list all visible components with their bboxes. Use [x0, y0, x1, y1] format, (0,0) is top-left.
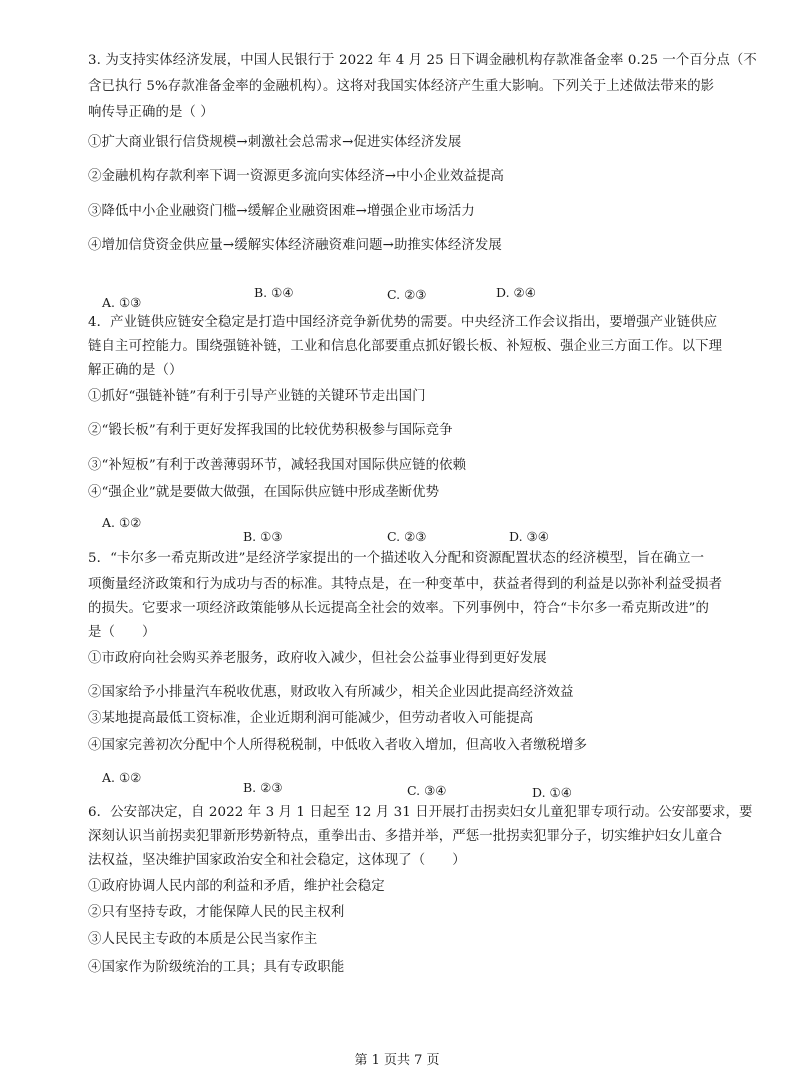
- q5-item-1: ①市政府向社会购买养老服务，政府收入减少，但社会公益事业得到更好发展: [88, 651, 547, 666]
- q5-stem-line-3: 的损失。它要求一项经济政策能够从长远提高全社会的效率。下列事例中，符合“卡尔多一希克斯改进”的: [88, 601, 709, 616]
- q3-option-d: D. ②④: [496, 285, 536, 300]
- q4-item-2: ②“锻长板”有利于更好发挥我国的比较优势积极参与国际竞争: [88, 423, 453, 438]
- q6-item-3: ③人民民主专政的本质是公民当家作主: [88, 932, 318, 947]
- q4-stem-line-1: 4．产业链供应链安全稳定是打造中国经济竞争新优势的需要。中央经济工作会议指出，要增强产业链供应: [88, 315, 718, 330]
- q3-stem-line-3: 响传导正确的是（ ）: [88, 105, 214, 120]
- q3-stem-line-2: 含已执行 5%存款准备金率的金融机构）。这将对我国实体经济产生重大影响。下列关于上述做法带来的影: [88, 79, 715, 94]
- q6-stem-line-1: 6．公安部决定，自 2022 年 3 月 1 日起至 12 月 31 日开展打击拐卖妇女儿童犯罪专项行动。公安部要求，要: [88, 805, 753, 820]
- q4-item-3: ③“补短板”有利于改善薄弱环节，减轻我国对国际供应链的依赖: [88, 458, 467, 473]
- q5-option-d: D. ①④: [532, 785, 572, 800]
- q4-option-b: B. ①③: [243, 529, 283, 544]
- q3-option-c: C. ②③: [387, 287, 427, 302]
- q4-item-1: ①抓好“强链补链”有利于引导产业链的关键环节走出国门: [88, 389, 426, 404]
- q4-option-c: C. ②③: [387, 529, 427, 544]
- q6-item-1: ①政府协调人民内部的利益和矛盾，维护社会稳定: [88, 879, 385, 894]
- q6-item-4: ④国家作为阶级统治的工具；具有专政职能: [88, 960, 345, 975]
- q4-option-d: D. ③④: [509, 529, 549, 544]
- q5-item-3: ③某地提高最低工资标准，企业近期利润可能减少，但劳动者收入可能提高: [88, 711, 534, 726]
- q3-stem-line-1: 3. 为支持实体经济发展，中国人民银行于 2022 年 4 月 25 日下调金融机构存款准备金率 0.25 一个百分点（不: [88, 53, 757, 68]
- q5-stem-line-4: 是（ ）: [88, 625, 156, 640]
- q6-stem-line-2: 深刻认识当前拐卖犯罪新形势新特点，重拳出击、多措并举，严惩一批拐卖犯罪分子，切实维护妇女儿童合: [88, 829, 723, 844]
- q6-stem-line-3: 法权益，坚决维护国家政治安全和社会稳定，这体现了（ ）: [88, 853, 466, 868]
- q3-item-4: ④增加信贷资金供应量→缓解实体经济融资难问题→助推实体经济发展: [88, 238, 502, 253]
- q5-option-c: C. ③④: [407, 783, 447, 798]
- q3-option-a: A. ①③: [102, 295, 142, 310]
- q3-item-3: ③降低中小企业融资门槛→缓解企业融资困难→增强企业市场活力: [88, 204, 475, 219]
- q5-stem-line-1: 5．“卡尔多一希克斯改进”是经济学家提出的一个描述收入分配和资源配置状态的经济模型，旨在确立一: [88, 551, 705, 566]
- q4-item-4: ④“强企业”就是要做大做强，在国际供应链中形成垄断优势: [88, 485, 440, 500]
- q5-option-b: B. ②③: [243, 780, 283, 795]
- q3-item-1: ①扩大商业银行信贷规模→刺激社会总需求→促进实体经济发展: [88, 135, 462, 150]
- q4-option-a: A. ①②: [102, 515, 142, 530]
- q4-stem-line-2: 链自主可控能力。围绕强链补链，工业和信息化部要重点抓好锻长板、补短板、强企业三方面工作。以下理: [88, 339, 723, 354]
- q5-option-a: A. ①②: [102, 770, 142, 785]
- q6-item-2: ②只有坚持专政，才能保障人民的民主权利: [88, 905, 345, 920]
- q5-stem-line-2: 项衡量经济政策和行为成功与否的标准。其特点是，在一种变革中，获益者得到的利益是以弥补利益受损者: [88, 577, 723, 592]
- q5-item-4: ④国家完善初次分配中个人所得税税制，中低收入者收入增加，但高收入者缴税增多: [88, 738, 588, 753]
- q3-item-2: ②金融机构存款利率下调一资源更多流向实体经济→中小企业效益提高: [88, 169, 505, 184]
- q4-stem-line-3: 解正确的是（）: [88, 363, 183, 378]
- q5-item-2: ②国家给予小排量汽车税收优惠，财政收入有所减少，相关企业因此提高经济效益: [88, 685, 574, 700]
- q3-option-b: B. ①④: [254, 285, 294, 300]
- page-footer: 第 1 页共 7 页: [354, 1053, 440, 1068]
